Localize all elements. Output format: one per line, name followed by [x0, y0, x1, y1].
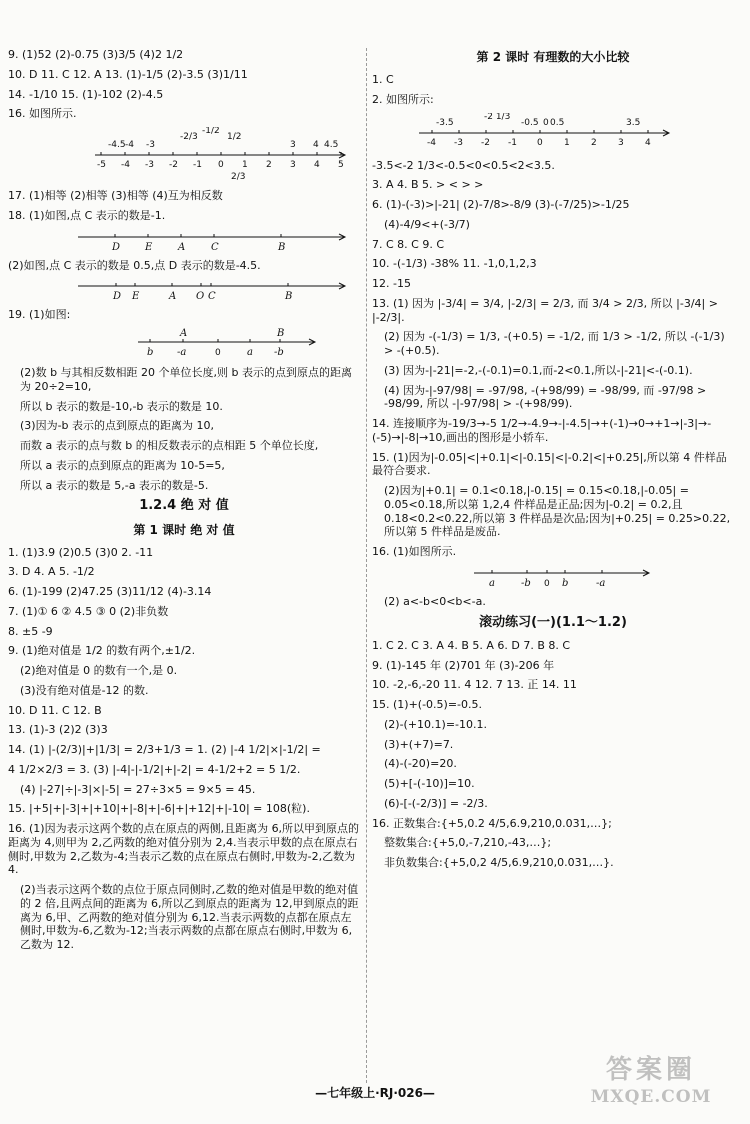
- answer-line: (2)-(+10.1)=-10.1.: [384, 717, 488, 731]
- point-label: -b: [521, 577, 531, 589]
- answer-line: 9. (1)-145 年 (2)701 年 (3)-206 年: [372, 658, 555, 672]
- axis-label: -3: [145, 160, 154, 170]
- point-label: E: [132, 291, 140, 303]
- point-label: 2/3: [231, 172, 246, 182]
- point-label: B: [285, 291, 293, 303]
- point-label: -0.5: [521, 117, 539, 128]
- point-label: 0: [215, 348, 221, 358]
- answer-line: 10. -2,-6,-20 11. 4 12. 7 13. 正 14. 11: [372, 678, 577, 692]
- answer-line: 8. ±5 -9: [8, 624, 53, 638]
- answer-line: (2) 因为 -(-1/3) = 1/3, -(+0.5) = -1/2, 而 1/3 > -1/2, 所以 -(-1/3) > -(+0.5).: [384, 330, 725, 357]
- point-label: 4.5: [324, 140, 339, 150]
- axis-label: 2: [591, 137, 597, 148]
- watermark-logo: [566, 1054, 736, 1110]
- axis-label: 1: [564, 137, 570, 148]
- answer-line: (4) 因为-|-97/98| = -97/98, -(+98/99) = -98/99, 而 -97/98 > -98/99, 所以 -|-97/98| > -(+98/99).: [384, 383, 707, 411]
- right-column: [372, 48, 734, 876]
- watermark-text: 答案圈: [605, 1055, 696, 1085]
- answer-line: 12. -15: [372, 277, 411, 290]
- answer-line: (2)绝对值是 0 的数有一个,是 0.: [20, 664, 178, 677]
- answer-line: (3) 因为-|-21|=-2,-(-0.1)=0.1,而-2<0.1,所以-|-21|<-(-0.1).: [384, 363, 693, 377]
- answer-line: -3.5<-2 1/3<-0.5<0<0.5<2<3.5.: [372, 158, 555, 172]
- answer-line: 15. (1)+(-0.5)=-0.5.: [372, 698, 483, 711]
- answer-line: 13. (1)-3 (2)2 (3)3: [8, 723, 108, 737]
- answer-line: 13. (1) 因为 |-3/4| = 3/4, |-2/3| = 2/3, 而 3/4 > 2/3, 所以 |-3/4| > |-2/3|.: [372, 296, 718, 324]
- answer-line: 14. 连接顺序为-19/3→-5 1/2→-4.9→-|-4.5|→+(-1)→0→+1→|-3|→-(-5)→|-8|→10,画出的图形是小轿车.: [372, 417, 712, 444]
- number-line-18a: [20, 229, 360, 253]
- section-title: 滚动练习(一)(1.1～1.2): [479, 614, 627, 630]
- axis-label: -5: [97, 160, 106, 170]
- number-line-16b: [384, 565, 734, 589]
- point-label: D: [112, 241, 121, 253]
- point-label: C: [211, 241, 219, 253]
- answer-line: 7. C 8. C 9. C: [372, 237, 445, 251]
- point-label: B: [278, 241, 286, 253]
- answer-line: 3. D 4. A 5. -1/2: [8, 565, 95, 579]
- answer-line: 14. -1/10 15. (1)-102 (2)-4.5: [8, 87, 164, 101]
- point-label: -2 1/3: [484, 112, 511, 122]
- axis-label: 4: [645, 137, 651, 148]
- point-label: E: [145, 241, 153, 253]
- point-label: -a: [177, 347, 187, 358]
- watermark-url: MXQE.COM: [590, 1086, 712, 1107]
- answer-line: (3)因为-b 表示的点到原点的距离为 10,: [20, 419, 215, 433]
- axis-label: 5: [338, 160, 344, 170]
- point-label: 3: [290, 140, 296, 150]
- axis-label: -3: [454, 137, 463, 148]
- axis-label: -2: [169, 160, 178, 170]
- answer-line: (3)+(+7)=7.: [384, 737, 454, 751]
- answer-line: 18. (1)如图,点 C 表示的数是-1.: [8, 208, 166, 222]
- answer-line: 16. 正数集合:{+5,0.2 4/5,6.9,210,0.031,…};: [372, 816, 612, 830]
- axis-label: 3: [618, 137, 624, 148]
- axis-label: -4: [121, 160, 130, 170]
- answer-line: 15. |+5|+|-3|+|+10|+|-8|+|-6|+|+12|+|-10| = 108(粒).: [8, 802, 310, 816]
- answer-line: 10. D 11. C 12. B: [8, 703, 102, 717]
- answer-line: 1. C: [372, 73, 394, 86]
- answer-line: 6. (1)-(-3)>|-21| (2)-7/8>-8/9 (3)-(-7/25)>-1/25: [372, 198, 630, 211]
- answer-line: (4) |-27|÷|-3|×|-5| = 27÷3×5 = 9×5 = 45.: [20, 782, 256, 796]
- answer-line: 6. (1)-199 (2)47.25 (3)11/12 (4)-3.14: [8, 585, 212, 598]
- point-label: -b: [274, 347, 284, 358]
- answer-line: (3)没有绝对值是-12 的数.: [20, 683, 149, 697]
- answer-line: 15. (1)因为|-0.05|<|+0.1|<|-0.15|<|-0.2|<|+0.25|,所以第 4 件样品最符合要求.: [372, 450, 727, 478]
- page-footer: —七年级上·RJ·026—: [315, 1086, 435, 1100]
- point-label: 1/2: [227, 132, 242, 142]
- answer-line: 2. 如图所示:: [372, 92, 434, 106]
- point-label: A: [169, 291, 177, 303]
- point-label: 0: [543, 117, 549, 128]
- axis-label: -4: [427, 137, 436, 148]
- answer-line: 整数集合:{+5,0,-7,210,-43,…};: [384, 836, 552, 850]
- point-label: B: [277, 328, 285, 339]
- axis-label: 3: [290, 160, 296, 170]
- answer-line: 所以 a 表示的数是 5,-a 表示的数是-5.: [20, 478, 209, 492]
- answer-line: 7. (1)① 6 ② 4.5 ③ 0 (2)非负数: [8, 604, 169, 618]
- point-label: -3.5: [436, 117, 454, 128]
- answer-line: 14. (1) |-(2/3)|+|1/3| = 2/3+1/3 = 1. (2) |-4 1/2|×|-1/2| =: [8, 743, 321, 756]
- answer-line: 10. D 11. C 12. A 13. (1)-1/5 (2)-3.5 (3)1/11: [8, 67, 248, 81]
- left-column: [8, 48, 360, 958]
- answer-line: 3. A 4. B 5. > < > >: [372, 178, 484, 192]
- answer-line: 而数 a 表示的点与数 b 的相反数表示的点相距 5 个单位长度,: [20, 439, 319, 452]
- answer-line: (4)-4/9<+(-3/7): [384, 217, 470, 231]
- axis-label: 4: [314, 160, 320, 170]
- lesson-title: 第 2 课时 有理数的大小比较: [476, 50, 630, 64]
- axis-label: -1: [193, 160, 202, 170]
- point-label: O: [196, 291, 205, 303]
- axis-labels: [97, 160, 344, 170]
- point-label: A: [178, 241, 186, 253]
- answer-line: 16. 如图所示.: [8, 107, 77, 121]
- answer-line: 1. (1)3.9 (2)0.5 (3)0 2. -11: [8, 545, 154, 559]
- number-line-19: [20, 328, 360, 360]
- point-label: 0.5: [550, 117, 565, 128]
- answer-line: (2)因为|+0.1| = 0.1<0.18,|-0.15| = 0.15<0.18,|-0.05| = 0.05<0.18,所以第 1,2,4 件样品是正品;因为|-0.2| = 0.2,且 0.18<0.2<0.22,所以第 3 件样品是次品;因为|+0.25| = 0.25>0.22,所以第 5 件样品是废品.: [384, 484, 731, 539]
- answer-line: (5)+[-(-10)]=10.: [384, 777, 475, 790]
- answer-line: (2)如图,点 C 表示的数是 0.5,点 D 表示的数是-4.5.: [8, 258, 261, 272]
- answer-line: (2)数 b 与其相反数相距 20 个单位长度,则 b 表示的点到原点的距离为 20÷2=10,: [20, 366, 353, 393]
- point-label: -4: [125, 140, 134, 150]
- point-label: A: [180, 328, 188, 339]
- answer-line: (2)当表示这两个数的点位于原点同侧时,乙数的绝对值是甲数的绝对值的 2 倍,且两点间的距离为 6,所以乙到原点的距离为 12,甲到原点的距离为 6,甲、乙两数的绝对值分别为 6,12.当表示两数的点都在原点左侧时,甲数为-6,乙数为-12;当表示两数的点都在原点右侧时,甲数为 6,乙数为 12.: [20, 883, 359, 951]
- answer-line: 9. (1)52 (2)-0.75 (3)3/5 (4)2 1/2: [8, 48, 184, 61]
- point-label: a: [489, 577, 495, 589]
- point-label: a: [247, 347, 253, 358]
- answer-line: 4 1/2×2/3 = 3. (3) |-4|-|-1/2|+|-2| = 4-1/2+2 = 5 1/2.: [8, 762, 301, 776]
- answer-line: 17. (1)相等 (2)相等 (3)相等 (4)互为相反数: [8, 189, 223, 202]
- axis-label: 0: [218, 160, 224, 170]
- point-label: C: [208, 291, 216, 303]
- point-label: 0: [544, 578, 550, 589]
- point-label: 4: [313, 140, 319, 150]
- section-title: 1.2.4 绝 对 值: [139, 498, 229, 514]
- column-divider: [366, 48, 367, 1083]
- point-label: -a: [596, 577, 606, 589]
- answer-line: 1. C 2. C 3. A 4. B 5. A 6. D 7. B 8. C: [372, 638, 571, 652]
- point-label: -4.5: [108, 140, 126, 150]
- answer-line: (4)-(-20)=20.: [384, 757, 457, 771]
- axis-label: 1: [242, 160, 248, 170]
- number-line-18b: [20, 278, 360, 302]
- axis-label: -1: [508, 137, 517, 148]
- point-label: -3: [146, 140, 155, 150]
- lesson-title: 第 1 课时 绝 对 值: [133, 522, 235, 537]
- point-label: 3.5: [626, 117, 641, 128]
- point-label: -1/2: [202, 127, 220, 136]
- number-line-16: [20, 127, 360, 183]
- axis-label: -2: [481, 137, 490, 148]
- answer-line: 16. (1)因为表示这两个数的点在原点的两侧,且距离为 6,所以甲到原点的距离为 4,则甲为 2,乙两数的绝对值分别为 2,4.当表示甲数的点在原点右侧时,甲数为 2,乙数为-4;当表示乙数的点在原点右侧时,甲数为-2,乙数为 4.: [8, 822, 360, 877]
- answer-line: 10. -(-1/3) -38% 11. -1,0,1,2,3: [372, 257, 537, 271]
- answer-line: 所以 b 表示的数是-10,-b 表示的数是 10.: [20, 399, 223, 413]
- answer-line: (6)-[-(-2/3)] = -2/3.: [384, 796, 488, 810]
- answer-line: 9. (1)绝对值是 1/2 的数有两个,±1/2.: [8, 644, 196, 658]
- answer-line: 19. (1)如图:: [8, 308, 71, 322]
- point-label: D: [113, 291, 122, 303]
- answer-line: 16. (1)如图所示.: [372, 545, 457, 558]
- point-label: -2/3: [180, 132, 198, 142]
- axis-label: 0: [537, 137, 543, 148]
- answer-line: 所以 a 表示的点到原点的距离为 10-5=5,: [20, 458, 225, 472]
- answer-line: (2) a<-b<0<b<-a.: [384, 594, 486, 608]
- point-label: b: [147, 347, 154, 358]
- axis-label: 2: [266, 160, 272, 170]
- point-label: b: [562, 577, 569, 589]
- answer-line: 非负数集合:{+5,0,2 4/5,6.9,210,0.031,…}.: [384, 856, 614, 869]
- number-line-2: [384, 113, 734, 153]
